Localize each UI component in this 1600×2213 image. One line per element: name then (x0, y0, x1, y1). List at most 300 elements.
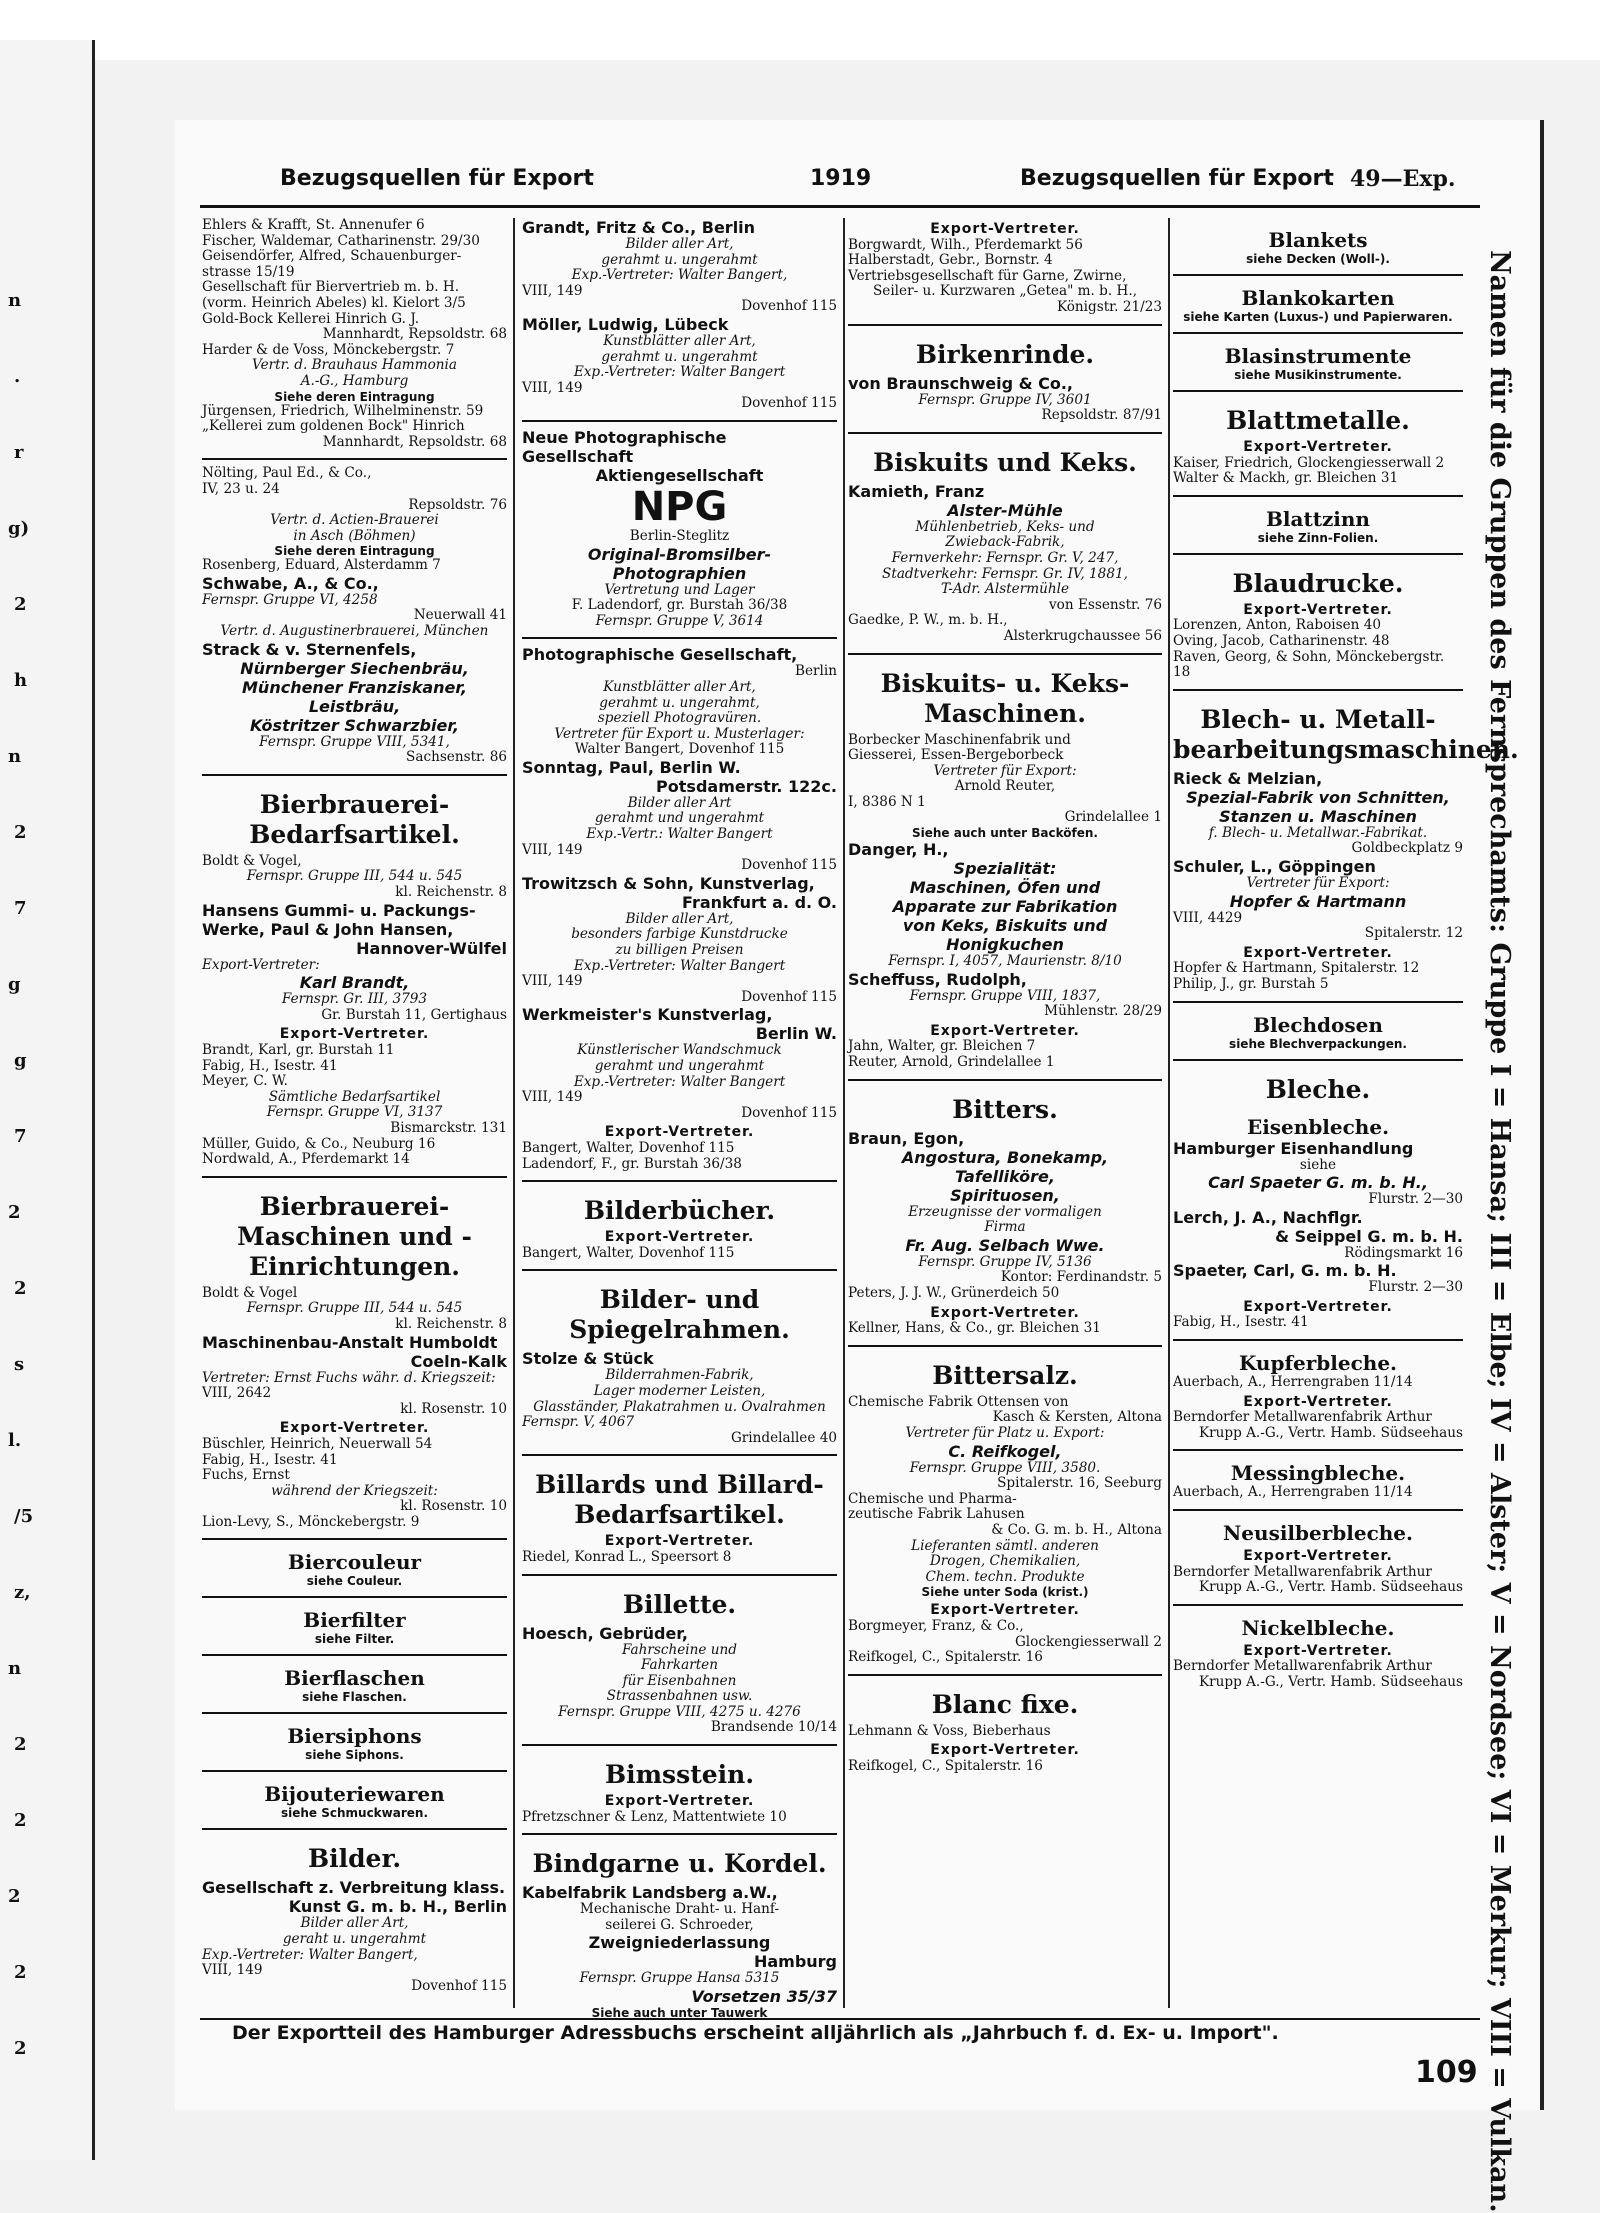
adjacent-page-fragment: g (8, 974, 21, 995)
entry-line: Hannover-Wülfel (356, 938, 507, 958)
entry-line: Rieck & Melzian, (1173, 768, 1323, 788)
entry-line: Sachsenstr. 86 (406, 749, 507, 766)
entry-line: Philip, J., gr. Burstah 5 (1173, 975, 1329, 992)
entry-line: Bismarckstr. 131 (390, 1119, 507, 1136)
section-rule (1173, 332, 1463, 334)
entry-line: F. Ladendorf, gr. Burstah 36/38 (571, 597, 788, 614)
entry-line: Gold-Bock Kellerei Hinrich G. J. (202, 310, 420, 327)
entry-line: Kunstblätter aller Art, (603, 678, 756, 695)
entry-line: Schwabe, A., & Co., (202, 573, 379, 593)
entry-line: Spezial-Fabrik von Schnitten, (1186, 787, 1450, 807)
entry-line: Fabig, H., Isestr. 41 (1173, 1314, 1309, 1331)
entry-line: VIII, 149 (522, 1089, 583, 1106)
entry-line: Gesellschaft z. Verbreitung klass. (202, 1878, 506, 1898)
entry-line: gerahmt und ungerahmt (594, 810, 765, 827)
entry-line: Trowitzsch & Sohn, Kunstverlag, (522, 873, 815, 893)
entry-line: C. Reifkogel, (948, 1441, 1062, 1461)
entry-line: Dovenhof 115 (741, 857, 837, 874)
section-rule (202, 1712, 507, 1714)
section-heading: Neusilberbleche. (1223, 1521, 1413, 1546)
adjacent-page-fragment: l. (8, 1430, 22, 1451)
entry-line: Bilder aller Art, (625, 236, 734, 252)
scan-border (0, 0, 1600, 60)
entry-line: strasse 15/19 (202, 263, 295, 280)
adjacent-page-fragment: g) (8, 518, 30, 539)
entry-line: Jürgensen, Friedrich, Wilhelminenstr. 59 (202, 402, 484, 419)
entry-line: Goldbeckplatz 9 (1351, 840, 1463, 857)
entry-line: f. Blech- u. Metallwar.-Fabrikat. (1208, 824, 1428, 841)
section-rule (848, 653, 1162, 655)
entry-line: Geisendörfer, Alfred, Schauenburger- (202, 248, 462, 265)
export-heading: Export-Vertreter. (930, 1022, 1080, 1039)
section-heading: Blanc fixe. (931, 1689, 1079, 1719)
entry-line: Fernspr. Gruppe IV, 3601 (918, 391, 1092, 408)
section-rule (202, 1828, 507, 1830)
page-number: 109 (1415, 2055, 1478, 2090)
export-heading: Export-Vertreter. (279, 1026, 430, 1043)
entry-line: Kabelfabrik Landsberg a.W., (522, 1883, 778, 1903)
section-rule (848, 1674, 1162, 1676)
column-1 (202, 218, 507, 2008)
entry-line: Brandt, Karl, gr. Burstah 11 (202, 1042, 395, 1058)
section-rule (202, 1596, 507, 1598)
entry-line: in Asch (Böhmen) (293, 527, 416, 544)
entry-line: für Eisenbahnen (622, 1672, 737, 1689)
entry-line: Vertretung und Lager (604, 581, 755, 598)
section-heading: Bitters. (952, 1094, 1058, 1124)
entry-line: siehe Karten (Luxus-) und Papierwaren. (1183, 310, 1453, 324)
entry-line: siehe Filter. (314, 1632, 395, 1647)
entry-line: Exp.-Vertreter: Walter Bangert, (571, 267, 788, 284)
section-rule (1173, 1604, 1463, 1606)
section-heading: Bilder- und Spiegelrahmen. (569, 1285, 790, 1345)
export-heading: Export-Vertreter. (930, 1602, 1080, 1619)
entry-line: zu billigen Preisen (615, 942, 744, 959)
entry-line: Peters, J. J. W., Grünerdeich 50 (848, 1285, 1060, 1301)
adjacent-page-fragment: 7 (14, 898, 27, 919)
entry-line: Oving, Jacob, Catharinenstr. 48 (1173, 632, 1390, 649)
section-heading: Bimsstein. (604, 1760, 755, 1790)
entry-line: siehe Couleur. (306, 1574, 403, 1589)
entry-line: siehe Siphons. (305, 1748, 404, 1763)
entry-line: (vorm. Heinrich Abeles) kl. Kielort 3/5 (202, 294, 466, 311)
adjacent-page-fragment: 2 (14, 2038, 27, 2059)
entry-line: Repsoldstr. 76 (408, 496, 507, 513)
entry-line: Mannhardt, Repsoldstr. 68 (322, 326, 507, 343)
entry-line: Repsoldstr. 87/91 (1041, 407, 1162, 424)
entry-line: VIII, 4429 (1173, 909, 1243, 926)
adjacent-page-fragment: g (14, 1050, 27, 1071)
page-header (200, 160, 1480, 200)
entry-line: Ehlers & Krafft, St. Annenufer 6 (202, 217, 425, 233)
entry-line: Fernverkehr: Fernspr. Gr. V, 247, (891, 549, 1119, 566)
adjacent-page-fragment: . (14, 366, 21, 387)
section-rule (522, 637, 837, 639)
section-rule (202, 1654, 507, 1656)
entry-line: Fernspr. V, 4067 (522, 1414, 634, 1431)
entry-line: Kunstblätter aller Art, (603, 332, 756, 349)
entry-line: Dovenhof 115 (741, 395, 837, 412)
entry-line: speziell Photogravüren. (597, 710, 762, 727)
export-heading: Export-Vertreter. (1243, 1642, 1393, 1659)
entry-line: Hamburg (753, 1952, 837, 1972)
entry-line: Pfretzschner & Lenz, Mattentwiete 10 (522, 1808, 787, 1825)
entry-line: Vertreter für Export: (933, 762, 1077, 779)
section-rule (1173, 553, 1463, 555)
entry-line: Vertr. d. Brauhaus Hammonia (252, 357, 457, 374)
entry-line: Künstlerischer Wandschmuck (577, 1042, 782, 1059)
footer-note: Der Exportteil des Hamburger Adressbuchs erscheint alljährlich als „Jahrbuch f. d. Ex- u. Import". (232, 2022, 1279, 2044)
entry-line: Lager moderner Leisten, (593, 1382, 766, 1399)
entry-line: Münchener Franziskaner, (242, 677, 467, 697)
section-heading: Blechdosen (1253, 1012, 1383, 1037)
entry-line: Grindelallee 1 (1064, 809, 1162, 826)
entry-line: Siehe auch unter Backöfen. (911, 826, 1098, 841)
section-rule (848, 324, 1162, 326)
section-heading: Blech- u. Metall-bearbeitungsmaschinen. (1173, 704, 1519, 764)
entry-line: Flurstr. 2—30 (1368, 1191, 1463, 1208)
section-heading: Bierbrauerei-Maschinen und -Einrichtungen. (237, 1191, 472, 1281)
column-divider (843, 218, 845, 2008)
entry-line: Borbecker Maschinenfabrik und (848, 731, 1071, 748)
entry-line: besonders farbige Kunstdrucke (571, 926, 788, 943)
entry-line: Müller, Guido, & Co., Neuburg 16 (202, 1135, 436, 1152)
entry-line: Gr. Burstah 11, Gertighaus (321, 1006, 507, 1023)
export-heading: Export-Vertreter. (930, 221, 1080, 237)
entry-line: Alster-Mühle (947, 500, 1063, 520)
entry-line: Exp.-Vertr.: Walter Bangert (586, 826, 773, 843)
entry-line: Kontor: Ferdinandstr. 5 (1000, 1269, 1162, 1286)
entry-line: Fernspr. I, 4057, Maurienstr. 8/10 (888, 953, 1122, 970)
header-right: Bezugsquellen für Export (1020, 166, 1334, 191)
entry-line: VIII, 149 (522, 282, 583, 299)
adjacent-page-fragment: n (8, 1658, 22, 1679)
entry-line: siehe Zinn-Folien. (1257, 530, 1379, 545)
column-divider (513, 218, 515, 2008)
entry-line: Zweigniederlassung (588, 1933, 771, 1953)
header-page-ref: 49—Exp. (1350, 166, 1456, 192)
adjacent-page-fragment: 2 (14, 1962, 27, 1983)
entry-line: Fernspr. Gruppe VIII, 4275 u. 4276 (558, 1703, 801, 1720)
entry-line: siehe Flaschen. (302, 1690, 407, 1705)
adjacent-page-fragment: s (14, 1354, 25, 1375)
section-rule (848, 1345, 1162, 1347)
section-rule (848, 1079, 1162, 1081)
entry-line: Alsterkrugchaussee 56 (1003, 627, 1162, 644)
adjacent-page-strip (0, 40, 95, 2160)
entry-line: Fabig, H., Isestr. 41 (202, 1451, 338, 1468)
entry-line: Vorsetzen 35/37 (691, 1987, 837, 2007)
entry-line: Gaedke, P. W., m. b. H., (848, 612, 1008, 629)
section-heading: Bittersalz. (932, 1360, 1078, 1390)
section-rule (522, 1833, 837, 1835)
entry-line: Auerbach, A., Herrengraben 11/14 (1173, 1484, 1413, 1501)
entry-line: Exp.-Vertreter: Walter Bangert (573, 364, 786, 381)
side-note-fernsprech-groups: Namen für die Gruppen des Fernsprechamts: Gruppe I = Hansa; III = Elbe; IV = Alster; V = Nordsee; VI = Merkur; VIII = Vulkan. (1484, 250, 1515, 2213)
entry-line: Königstr. 21/23 (1056, 298, 1162, 315)
entry-line: Hoesch, Gebrüder, (522, 1623, 688, 1643)
section-rule (1173, 1001, 1463, 1003)
entry-line: Mühlenbetrieb, Keks- und (915, 518, 1095, 535)
entry-line: Tafelliköre, (955, 1166, 1055, 1186)
adjacent-page-fragment: 2 (8, 1886, 21, 1907)
entry-line: von Braunschweig & Co., (848, 373, 1073, 393)
entry-line: Bilder aller Art (627, 794, 732, 811)
entry-line: VIII, 149 (202, 1962, 263, 1979)
entry-line: Fuchs, Ernst (202, 1467, 290, 1484)
entry-line: Exp.-Vertreter: Walter Bangert, (202, 1946, 418, 1963)
entry-line: Spaeter, Carl, G. m. b. H. (1173, 1261, 1397, 1281)
section-rule (1173, 495, 1463, 497)
section-rule (848, 432, 1162, 434)
section-heading: Bierflaschen (284, 1666, 425, 1691)
section-rule (202, 1176, 507, 1178)
entry-line: Riedel, Konrad L., Speersort 8 (522, 1548, 732, 1565)
section-rule (522, 1454, 837, 1456)
entry-line: siehe Schmuckwaren. (280, 1806, 429, 1821)
section-heading: Birkenrinde. (915, 339, 1095, 369)
section-rule (1173, 1509, 1463, 1511)
entry-line: Fernspr. Gruppe V, 3614 (595, 612, 764, 629)
entry-line: Fernspr. Gruppe VIII, 1837, (909, 987, 1101, 1004)
section-heading: Biersiphons (287, 1724, 422, 1749)
export-heading: Export-Vertreter. (604, 1533, 755, 1550)
entry-line: Grindelallee 40 (730, 1429, 837, 1446)
entry-line: Carl Spaeter G. m. b. H., (1208, 1173, 1428, 1193)
entry-line: Fr. Aug. Selbach Wwe. (905, 1235, 1105, 1255)
entry-line: VIII, 149 (522, 973, 583, 990)
entry-line: Walter & Mackh, gr. Bleichen 31 (1173, 470, 1399, 487)
section-heading: Blankokarten (1241, 286, 1395, 310)
entry-line: Jahn, Walter, gr. Bleichen 7 (848, 1038, 1036, 1055)
entry-line: Walter Bangert, Dovenhof 115 (574, 741, 785, 758)
adjacent-page-fragment: 2 (14, 1734, 27, 1755)
section-rule (202, 774, 507, 776)
entry-line: Glockengiesserwall 2 (1014, 1633, 1162, 1650)
section-heading: Bierbrauerei-Bedarfsartikel. (249, 789, 460, 849)
entry-line: Reifkogel, C., Spitalerstr. 16 (848, 1757, 1043, 1774)
entry-line: Coeln-Kalk (410, 1351, 507, 1371)
section-heading: Messingbleche. (1230, 1461, 1406, 1486)
entry-line: Harder & de Voss, Mönckebergstr. 7 (202, 341, 455, 358)
entry-line: während der Kriegszeit: (271, 1482, 438, 1499)
entry-line: Firma (984, 1219, 1026, 1236)
entry-line: Kasch & Kersten, Altona (992, 1409, 1162, 1426)
entry-line: Schuler, L., Göppingen (1173, 856, 1376, 876)
entry-line: Spitalerstr. 16, Seeburg (997, 1475, 1162, 1492)
entry-line: von Essenstr. 76 (1049, 596, 1162, 613)
entry-line: Berlin W. (755, 1024, 837, 1044)
entry-line: Brandsende 10/14 (710, 1719, 837, 1736)
entry-line: Stadtverkehr: Fernspr. Gr. IV, 1881, (882, 565, 1128, 582)
entry-line: Aktiengesellschaft (595, 465, 764, 485)
entry-line: Rosenberg, Eduard, Alsterdamm 7 (202, 557, 441, 574)
entry-line: Fernspr. Gruppe IV, 5136 (918, 1253, 1092, 1270)
entry-line: I, 8386 N 1 (848, 793, 926, 810)
entry-line: Fahrscheine und (622, 1641, 737, 1658)
page-footer (200, 2018, 1480, 2046)
section-rule (1173, 274, 1463, 276)
entry-line: kl. Reichenstr. 8 (395, 1315, 507, 1332)
adjacent-page-fragment: h (14, 670, 28, 691)
entry-line: siehe Blechverpackungen. (1229, 1036, 1407, 1051)
entry-line: Reuter, Arnold, Grindelallee 1 (848, 1054, 1055, 1071)
adjacent-page-fragment: n (8, 290, 22, 311)
entry-line: Fernspr. Gr. III, 3793 (281, 991, 428, 1008)
entry-line: kl. Reichenstr. 8 (395, 884, 507, 901)
entry-line: Dovenhof 115 (411, 1977, 507, 1994)
entry-line: Bilder aller Art, (300, 1915, 409, 1932)
entry-line: Apparate zur Fabrikation (892, 897, 1118, 917)
section-heading: Bindgarne u. Kordel. (532, 1849, 827, 1879)
entry-line: von Keks, Biskuits und (902, 916, 1108, 936)
entry-line: Rödingsmarkt 16 (1344, 1244, 1463, 1261)
section-heading: Bleche. (1265, 1074, 1371, 1104)
entry-line: Fabig, H., Isestr. 41 (202, 1057, 338, 1074)
entry-line: Braun, Egon, (848, 1128, 965, 1148)
entry-line: Kunst G. m. b. H., Berlin (288, 1897, 507, 1917)
entry-line: VIII, 149 (522, 379, 583, 396)
entry-line: Hansens Gummi- u. Packungs- (202, 900, 476, 920)
entry-line: gerahmt u. ungerahmt, (599, 694, 760, 711)
entry-line: geraht u. ungerahmt (282, 1931, 427, 1948)
entry-line: Borgmeyer, Franz, & Co., (848, 1617, 1024, 1634)
section-rule (1173, 1339, 1463, 1341)
entry-line: Nordwald, A., Pferdemarkt 14 (202, 1151, 410, 1168)
entry-line: Werke, Paul & John Hansen, (202, 919, 454, 939)
entry-line: Siehe unter Soda (krist.) (921, 1585, 1089, 1600)
entry-line: VIII, 2642 (202, 1385, 272, 1402)
section-heading: Nickelbleche. (1241, 1615, 1395, 1640)
entry-line: Borgwardt, Wilh., Pferdemarkt 56 (848, 236, 1083, 253)
entry-line: NPG (631, 483, 728, 530)
section-rule (1173, 1059, 1463, 1061)
export-heading: Export-Vertreter. (1243, 439, 1393, 455)
section-rule (522, 1180, 837, 1182)
entry-line: Bilder aller Art, (625, 910, 734, 927)
section-heading: Biercouleur (287, 1550, 422, 1575)
entry-line: Krupp A.-G., Vertr. Hamb. Südseehaus (1198, 1674, 1463, 1690)
entry-line: Fernspr. Gruppe VI, 3137 (266, 1104, 443, 1121)
entry-line: Nölting, Paul Ed., & Co., (202, 465, 372, 482)
entry-line: Siehe deren Eintragung (274, 544, 435, 559)
entry-line: Giesserei, Essen-Bergeborbeck (848, 747, 1064, 764)
section-heading: Billards und Billard-Bedarfsartikel. (535, 1470, 824, 1530)
entry-line: Boldt & Vogel, (202, 852, 302, 869)
entry-line: Kamieth, Franz (848, 481, 985, 501)
entry-line: Danger, H., (848, 840, 949, 860)
section-heading: Bierfilter (303, 1608, 406, 1633)
entry-line: Original-Bromsilber-Photographien (587, 544, 772, 583)
section-rule (522, 1574, 837, 1576)
entry-line: Sonntag, Paul, Berlin W. (522, 757, 741, 777)
entry-line: Potsdamerstr. 122c. (656, 776, 837, 796)
entry-line: Gesellschaft für Biervertrieb m. b. H. (202, 279, 460, 296)
section-heading: Kupferbleche. (1238, 1351, 1398, 1376)
entry-line: Bilderrahmen-Fabrik, (605, 1367, 754, 1384)
entry-line: Meyer, C. W. (202, 1073, 288, 1090)
entry-line: Fernspr. Gruppe VIII, 3580. (909, 1459, 1101, 1476)
entry-line: Fernspr. Gruppe VIII, 5341, (259, 733, 450, 750)
column-divider (1168, 218, 1170, 2008)
entry-line: Karl Brandt, (299, 973, 410, 993)
entry-line: gerahmt u. ungerahmt (601, 251, 758, 268)
section-rule (1173, 1449, 1463, 1451)
entry-line: Fernspr. Gruppe III, 544 u. 545 (246, 1300, 463, 1317)
entry-line: & Co. G. m. b. H., Altona (991, 1521, 1162, 1538)
entry-line: Nürnberger Siechenbräu, (240, 658, 469, 678)
entry-line: T-Adr. Alstermühle (940, 581, 1069, 598)
section-rule (202, 458, 507, 460)
adjacent-page-fragment: 2 (14, 594, 27, 615)
adjacent-page-fragment: 2 (14, 1810, 27, 1831)
adjacent-page-fragment: 2 (14, 1278, 27, 1299)
header-left: Bezugsquellen für Export (280, 166, 594, 191)
entry-line: Spitalerstr. 12 (1364, 925, 1463, 942)
export-heading: Export-Vertreter. (1243, 944, 1393, 961)
entry-line: „Kellerei zum goldenen Bock" Hinrich (202, 418, 465, 435)
entry-line: Hamburger Eisenhandlung (1173, 1138, 1414, 1158)
entry-line: Vertreter für Export: (1246, 874, 1390, 891)
entry-line: Frankfurt a. d. O. (682, 892, 837, 912)
entry-line: Vertriebsgesellschaft für Garne, Zwirne, (848, 267, 1127, 284)
entry-line: Mannhardt, Repsoldstr. 68 (322, 433, 507, 450)
section-rule (202, 1538, 507, 1540)
entry-line: Mechanische Draht- u. Hanf- (579, 1901, 780, 1918)
entry-line: Fischer, Waldemar, Catharinenstr. 29/30 (202, 232, 480, 249)
entry-line: Exp.-Vertreter: Walter Bangert (573, 1073, 786, 1090)
entry-line: Siehe deren Eintragung (274, 389, 435, 404)
entry-line: kl. Rosenstr. 10 (400, 1498, 507, 1515)
column-2 (522, 218, 837, 2021)
entry-line: Vertr. d. Actien-Brauerei (270, 512, 439, 529)
entry-line: Dovenhof 115 (741, 298, 837, 315)
entry-line: Leistbräu, (308, 696, 401, 716)
entry-line: Seiler- u. Kurzwaren „Getea" m. b. H., (872, 283, 1138, 300)
entry-line: Lorenzen, Anton, Raboisen 40 (1173, 617, 1382, 634)
entry-line: Bangert, Walter, Dovenhof 115 (522, 1139, 735, 1156)
entry-line: Krupp A.-G., Vertr. Hamb. Südseehaus (1198, 1424, 1463, 1441)
entry-line: Bangert, Walter, Dovenhof 115 (522, 1244, 735, 1261)
export-heading: Export-Vertreter. (604, 1229, 755, 1246)
entry-line: Chem. techn. Produkte (925, 1568, 1085, 1585)
entry-line: Scheffuss, Rudolph, (848, 969, 1027, 989)
entry-line: Zwieback-Fabrik, (945, 534, 1065, 551)
entry-line: Chemische Fabrik Ottensen von (848, 1393, 1069, 1410)
entry-line: Halberstadt, Gebr., Bornstr. 4 (848, 252, 1053, 269)
entry-line: Lerch, J. A., Nachflgr. (1173, 1207, 1363, 1227)
adjacent-page-fragment: /5 (14, 1506, 34, 1527)
entry-line: Vertreter für Export u. Musterlager: (554, 725, 805, 742)
header-rule (200, 205, 1480, 208)
section-heading: Blaudrucke. (1232, 568, 1404, 598)
entry-line: Hopfer & Hartmann (1229, 891, 1407, 911)
entry-line: siehe Decken (Woll-). (1246, 252, 1390, 266)
section-heading: Biskuits- u. Keks-Maschinen. (880, 668, 1130, 728)
entry-line: Krupp A.-G., Vertr. Hamb. Südseehaus (1198, 1579, 1463, 1596)
export-heading: Export-Vertreter. (604, 1124, 755, 1141)
adjacent-page-fragment: 2 (8, 1202, 21, 1223)
entry-line: Werkmeister's Kunstverlag, (522, 1005, 773, 1025)
entry-line: Büschler, Heinrich, Neuerwall 54 (202, 1435, 433, 1452)
section-heading: Blattmetalle. (1226, 406, 1410, 435)
export-heading: Export-Vertreter. (1243, 1298, 1393, 1315)
entry-line: Drogen, Chemikalien, (929, 1553, 1081, 1570)
adjacent-page-fragment: 2 (14, 822, 27, 843)
section-heading: Bijouteriewaren (264, 1782, 445, 1807)
entry-line: Mühlenstr. 28/29 (1044, 1003, 1162, 1020)
entry-line: siehe Musikinstrumente. (1234, 368, 1402, 382)
